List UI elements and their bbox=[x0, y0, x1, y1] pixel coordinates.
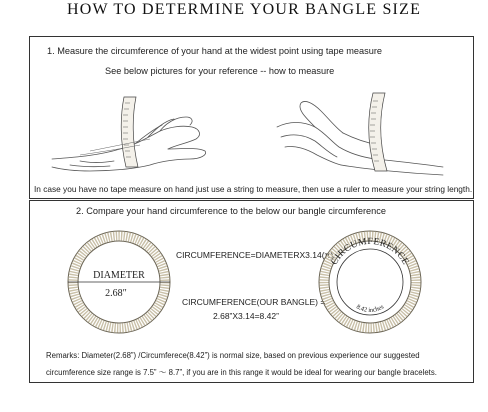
measure-hand-panel bbox=[29, 36, 474, 199]
circumference-label: CIRCUMFERENCE bbox=[329, 236, 411, 267]
bangle-diameter-diagram bbox=[64, 227, 174, 337]
circumference-formula: CIRCUMFERENCE=DIAMETERX3.14(π) bbox=[176, 250, 334, 260]
remarks-line2: circumference size range is 7.5” ～ 8.7”, if you are in this range it would be ideal for wearing our bangle bracelets. bbox=[46, 368, 437, 377]
step2-heading: 2. Compare your hand circumference to the below our bangle circumference bbox=[76, 206, 386, 216]
remarks-line1: Remarks: Diameter(2.68”) /Circumferece(8.42”) is normal size, based on previous experience our suggested bbox=[46, 351, 420, 360]
diameter-label: DIAMETER bbox=[93, 270, 145, 281]
hand-tape-measure-illustration-left bbox=[50, 87, 210, 175]
circumference-value: 8.42 inches bbox=[354, 303, 386, 315]
step1-note: In case you have no tape measure on hand just use a string to measure, then use a ruler to measure your string length. bbox=[34, 184, 473, 194]
bangle-formula-line1: CIRCUMFERENCE(OUR BANGLE) = bbox=[182, 297, 326, 307]
hand-tape-measure-illustration-right bbox=[275, 87, 445, 177]
bangle-formula-line2: 2.68”X3.14=8.42” bbox=[213, 311, 279, 321]
bangle-circumference-diagram bbox=[315, 227, 425, 337]
step1-subheading: See below pictures for your reference -- how to measure bbox=[105, 66, 335, 76]
step1-heading: 1. Measure the circumference of your hand at the widest point using tape measure bbox=[47, 46, 383, 56]
page-title: HOW TO DETERMINE YOUR BANGLE SIZE bbox=[66, 1, 422, 18]
compare-bangle-panel bbox=[29, 200, 474, 383]
diameter-value: 2.68″ bbox=[105, 288, 127, 299]
